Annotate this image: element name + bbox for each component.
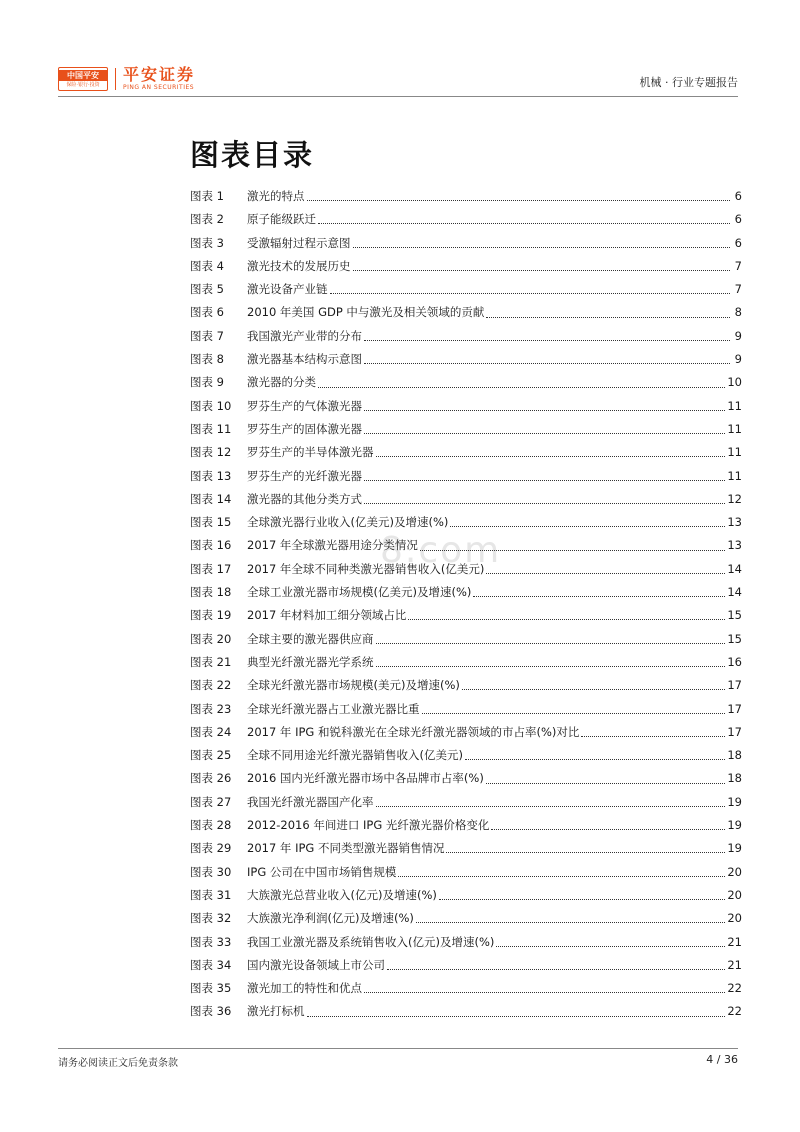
toc-entry-label: 图表 20 <box>190 631 232 646</box>
toc-entry-leader-dots <box>364 362 730 364</box>
logo-english-name: PING AN SECURITIES <box>123 84 195 91</box>
toc-entry-page: 21 <box>727 934 742 949</box>
toc-entry-leader-dots <box>376 805 726 807</box>
toc-entry-page: 20 <box>727 887 742 902</box>
logo-name <box>123 66 195 92</box>
toc-entry-leader-dots <box>364 991 725 993</box>
toc-entry[interactable] <box>190 791 742 814</box>
toc-entry-title: 我国光纤激光器国产化率 <box>247 794 374 809</box>
toc-entry[interactable] <box>190 441 742 464</box>
logo-separator <box>115 68 116 90</box>
toc-entry-page: 11 <box>727 398 742 413</box>
toc-entry-title: 激光打标机 <box>247 1004 305 1019</box>
toc-entry-title: 全球光纤激光器市场规模(美元)及增速(%) <box>247 678 460 693</box>
toc-entry-title: 我国激光产业带的分布 <box>247 328 362 343</box>
toc-entry-title: 全球光纤激光器占工业激光器比重 <box>247 701 420 716</box>
toc-entry-label: 图表 14 <box>190 491 232 506</box>
toc-entry-title: 2010 年美国 GDP 中与激光及相关领域的贡献 <box>247 305 485 320</box>
toc-entry-page: 11 <box>727 421 742 436</box>
toc-entry-title: 激光器的其他分类方式 <box>247 491 362 506</box>
toc-entry[interactable] <box>190 581 742 604</box>
toc-entry-leader-dots <box>307 199 731 201</box>
toc-entry[interactable] <box>190 954 742 977</box>
toc-entry-title: 激光的特点 <box>247 189 305 203</box>
toc-entry-label: 图表 6 <box>190 305 224 320</box>
toc-entry-page: 11 <box>727 445 742 460</box>
toc-entry-leader-dots <box>330 292 731 294</box>
toc-entry-leader-dots <box>486 316 730 318</box>
toc-entry-page: 19 <box>727 841 742 856</box>
toc-entry-label: 图表 22 <box>190 678 232 693</box>
toc-entry-page: 20 <box>727 864 742 879</box>
toc-entry[interactable] <box>190 278 742 301</box>
toc-entry-page: 14 <box>727 585 742 600</box>
toc-entry-page: 19 <box>727 794 742 809</box>
toc-entry-leader-dots <box>318 222 730 224</box>
toc-entry-title: 国内激光设备领域上市公司 <box>247 957 385 972</box>
toc-entry-label: 图表 32 <box>190 911 232 926</box>
toc-entry[interactable] <box>190 185 742 208</box>
toc-entry[interactable] <box>190 534 742 557</box>
logo-emblem <box>58 67 108 91</box>
toc-entry-title: 罗芬生产的半导体激光器 <box>247 445 374 460</box>
toc-entry-page: 6 <box>734 189 742 203</box>
toc-entry-leader-dots <box>318 386 725 388</box>
toc-entry-title: 全球激光器行业收入(亿美元)及增速(%) <box>247 515 449 530</box>
toc-entry-label: 图表 4 <box>190 258 224 273</box>
toc-entry[interactable] <box>190 907 742 930</box>
toc-entry-title: 激光器的分类 <box>247 375 316 390</box>
logo-emblem-bottom-text: 保险·银行·投资 <box>66 81 100 88</box>
toc-entry-leader-dots <box>486 782 726 784</box>
toc-entry-label: 图表 15 <box>190 515 232 530</box>
toc-entry-title: 2017 年材料加工细分领域占比 <box>247 608 407 623</box>
toc-entry-page: 22 <box>727 981 742 996</box>
toc-entry-leader-dots <box>364 479 725 481</box>
toc-entry-leader-dots <box>376 455 726 457</box>
toc-entry-label: 图表 33 <box>190 934 232 949</box>
toc-entry-title: 典型光纤激光器光学系统 <box>247 654 374 669</box>
toc-entry-title: 2017 年 IPG 不同类型激光器销售情况 <box>247 841 445 856</box>
toc-entry[interactable] <box>190 814 742 837</box>
toc-entry-title: 全球不同用途光纤激光器销售收入(亿美元) <box>247 748 463 763</box>
toc-entry-title: 2017 年全球激光器用途分类情况 <box>247 538 418 553</box>
page-header <box>0 0 800 100</box>
toc-entry-label: 图表 16 <box>190 538 232 553</box>
toc-entry-label: 图表 21 <box>190 654 232 669</box>
toc-entry-page: 13 <box>727 515 742 530</box>
toc-entry[interactable] <box>190 511 742 534</box>
toc-entry-title: IPG 公司在中国市场销售规模 <box>247 864 397 879</box>
toc-entry-page: 7 <box>734 282 742 297</box>
toc-entry-title: 我国工业激光器及系统销售收入(亿元)及增速(%) <box>247 934 495 949</box>
toc-entry[interactable] <box>190 371 742 394</box>
toc-entry-label: 图表 11 <box>190 421 232 436</box>
toc-entry-page: 6 <box>734 235 742 250</box>
footer-divider <box>58 1048 738 1049</box>
toc-entry-label: 图表 31 <box>190 887 232 902</box>
figure-table-of-contents <box>190 185 742 1024</box>
toc-entry[interactable] <box>190 977 742 1000</box>
toc-entry-leader-dots <box>446 851 725 853</box>
toc-entry-label: 图表 17 <box>190 561 232 576</box>
toc-entry-leader-dots <box>439 898 725 900</box>
toc-entry[interactable] <box>190 698 742 721</box>
toc-entry-label: 图表 18 <box>190 585 232 600</box>
toc-entry[interactable] <box>190 604 742 627</box>
toc-entry-title: 全球工业激光器市场规模(亿美元)及增速(%) <box>247 585 472 600</box>
logo-emblem-top-text: 中国平安 <box>59 70 107 81</box>
page-number: 4 / 36 <box>706 1053 738 1066</box>
toc-entry-page: 21 <box>727 957 742 972</box>
toc-entry-page: 8 <box>734 305 742 320</box>
toc-entry[interactable] <box>190 488 742 511</box>
toc-entry-leader-dots <box>307 1015 726 1017</box>
toc-entry[interactable] <box>190 348 742 371</box>
toc-entry-label: 图表 35 <box>190 981 232 996</box>
toc-entry-page: 9 <box>734 328 742 343</box>
toc-entry-leader-dots <box>462 688 725 690</box>
toc-entry-title: 罗芬生产的气体激光器 <box>247 398 362 413</box>
toc-entry-leader-dots <box>376 665 726 667</box>
toc-entry[interactable] <box>190 674 742 697</box>
toc-entry[interactable] <box>190 861 742 884</box>
toc-entry[interactable] <box>190 721 742 744</box>
toc-entry-label: 图表 25 <box>190 748 232 763</box>
toc-entry-leader-dots <box>473 595 725 597</box>
header-divider <box>58 96 738 97</box>
toc-entry[interactable] <box>190 767 742 790</box>
toc-entry-page: 15 <box>727 608 742 623</box>
toc-entry-leader-dots <box>465 758 725 760</box>
toc-entry-label: 图表 7 <box>190 328 224 343</box>
toc-entry-title: 罗芬生产的固体激光器 <box>247 421 362 436</box>
toc-entry-label: 图表 2 <box>190 212 224 227</box>
logo-chinese-name: 平安证券 <box>123 65 196 84</box>
company-logo <box>58 66 195 92</box>
toc-entry-leader-dots <box>364 339 730 341</box>
toc-entry[interactable] <box>190 301 742 324</box>
toc-entry-title: 激光器基本结构示意图 <box>247 352 362 367</box>
toc-entry-leader-dots <box>581 735 725 737</box>
toc-entry[interactable] <box>190 884 742 907</box>
toc-entry-label: 图表 1 <box>190 189 224 203</box>
toc-entry[interactable] <box>190 628 742 651</box>
toc-entry-label: 图表 23 <box>190 701 232 716</box>
toc-entry-title: 原子能级跃迁 <box>247 212 316 227</box>
toc-entry-title: 大族激光净利润(亿元)及增速(%) <box>247 911 414 926</box>
toc-entry-title: 大族激光总营业收入(亿元)及增速(%) <box>247 887 437 902</box>
toc-entry-page: 6 <box>734 212 742 227</box>
toc-entry-label: 图表 13 <box>190 468 232 483</box>
toc-entry-label: 图表 10 <box>190 398 232 413</box>
toc-entry[interactable] <box>190 651 742 674</box>
toc-entry-leader-dots <box>364 432 725 434</box>
toc-entry-page: 7 <box>734 258 742 273</box>
toc-entry-label: 图表 36 <box>190 1004 232 1019</box>
toc-entry-page: 18 <box>727 748 742 763</box>
toc-entry-label: 图表 9 <box>190 375 224 390</box>
toc-entry-page: 16 <box>727 654 742 669</box>
toc-entry-leader-dots <box>450 525 725 527</box>
toc-entry-label: 图表 27 <box>190 794 232 809</box>
toc-entry-page: 15 <box>727 631 742 646</box>
toc-entry-title: 2016 国内光纤激光器市场中各品牌市占率(%) <box>247 771 484 786</box>
toc-entry-leader-dots <box>364 502 725 504</box>
toc-entry[interactable] <box>190 255 742 278</box>
toc-entry-leader-dots <box>496 945 725 947</box>
toc-entry-label: 图表 29 <box>190 841 232 856</box>
toc-entry-page: 17 <box>727 724 742 739</box>
toc-entry[interactable] <box>190 232 742 255</box>
toc-entry-label: 图表 28 <box>190 818 232 833</box>
toc-entry-title: 激光设备产业链 <box>247 282 328 297</box>
toc-entry[interactable] <box>190 395 742 418</box>
disclaimer-note: 请务必阅读正文后免责条款 <box>58 1058 178 1069</box>
toc-entry-leader-dots <box>353 269 731 271</box>
toc-entry-label: 图表 12 <box>190 445 232 460</box>
toc-entry-page: 12 <box>727 491 742 506</box>
toc-entry-label: 图表 5 <box>190 282 224 297</box>
toc-entry-page: 22 <box>727 1004 742 1019</box>
toc-entry-label: 图表 34 <box>190 957 232 972</box>
toc-entry-label: 图表 8 <box>190 352 224 367</box>
toc-entry[interactable] <box>190 931 742 954</box>
toc-entry-page: 11 <box>727 468 742 483</box>
toc-entry-leader-dots <box>387 968 725 970</box>
toc-entry-title: 2017 年 IPG 和锐科激光在全球光纤激光器领域的市占率(%)对比 <box>247 724 580 739</box>
toc-entry-page: 13 <box>727 538 742 553</box>
toc-entry-page: 17 <box>727 701 742 716</box>
toc-entry-leader-dots <box>364 409 725 411</box>
toc-entry-label: 图表 19 <box>190 608 232 623</box>
toc-entry[interactable] <box>190 418 742 441</box>
toc-entry-leader-dots <box>408 618 725 620</box>
watermark: 8.com <box>380 530 502 571</box>
report-category: 机械 · 行业专题报告 <box>639 76 738 89</box>
toc-entry-title: 激光加工的特性和优点 <box>247 981 362 996</box>
toc-entry-label: 图表 30 <box>190 864 232 879</box>
toc-entry-page: 18 <box>727 771 742 786</box>
toc-entry-title: 2012-2016 年间进口 IPG 光纤激光器价格变化 <box>247 818 490 833</box>
toc-entry[interactable] <box>190 208 742 231</box>
toc-entry-title: 激光技术的发展历史 <box>247 258 351 273</box>
page-title: 图表目录 <box>190 138 315 172</box>
toc-entry-label: 图表 3 <box>190 235 224 250</box>
toc-entry-leader-dots <box>486 572 725 574</box>
toc-entry-leader-dots <box>422 712 726 714</box>
toc-entry-title: 罗芬生产的光纤激光器 <box>247 468 362 483</box>
toc-entry-leader-dots <box>416 921 725 923</box>
toc-entry[interactable] <box>190 558 742 581</box>
toc-entry-page: 20 <box>727 911 742 926</box>
toc-entry-page: 19 <box>727 818 742 833</box>
toc-entry-page: 10 <box>727 375 742 390</box>
toc-entry-title: 2017 年全球不同种类激光器销售收入(亿美元) <box>247 561 485 576</box>
toc-entry-page: 14 <box>727 561 742 576</box>
toc-entry[interactable] <box>190 325 742 348</box>
toc-entry-leader-dots <box>353 246 731 248</box>
toc-entry-title: 全球主要的激光器供应商 <box>247 631 374 646</box>
toc-entry[interactable] <box>190 465 742 488</box>
toc-entry-leader-dots <box>398 875 725 877</box>
toc-entry-leader-dots <box>420 549 725 551</box>
toc-entry-page: 17 <box>727 678 742 693</box>
toc-entry-page: 9 <box>734 352 742 367</box>
toc-entry[interactable] <box>190 837 742 860</box>
toc-entry[interactable] <box>190 1000 742 1023</box>
toc-entry-title: 受激辐射过程示意图 <box>247 235 351 250</box>
toc-entry[interactable] <box>190 744 742 767</box>
toc-entry-label: 图表 24 <box>190 724 232 739</box>
toc-entry-label: 图表 26 <box>190 771 232 786</box>
toc-entry-leader-dots <box>376 642 726 644</box>
toc-entry-leader-dots <box>491 828 725 830</box>
